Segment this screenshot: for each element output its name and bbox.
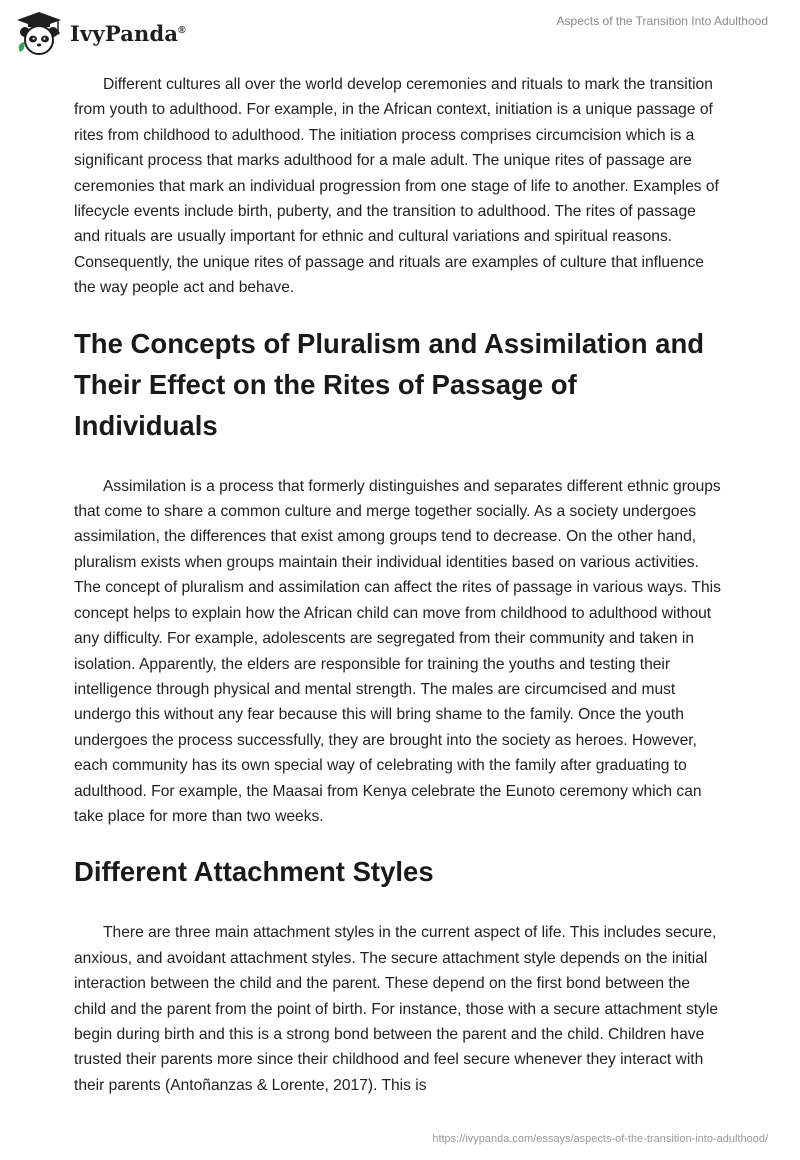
essay-content [74,72,724,1120]
panda-graduate-icon [14,8,64,58]
section-heading-pluralism: The Concepts of Pluralism and Assimilation and Their Effect on the Rites of Passage of Individuals [74,327,705,441]
intro-paragraph: Different cultures all over the world develop ceremonies and rituals to mark the transition from youth to adulthood. For example, in the African context, initiation is a unique passage of rites from childhood to adulthood. The initiation process comprises circumcision which is a significant process that marks adulthood for a male adult. The unique rites of passage are ceremonies that mark an individual progression from one stage of life to another. Examples of lifecycle events include birth, puberty, and the transition to adulthood. The rites of passage and rituals are usually important for ethnic and cultural variations and spiritual reasons. Consequently, the unique rites of passage and rituals are examples of culture that influence the way people act and behave. [74,76,719,297]
ivypanda-logo[interactable] [14,8,186,58]
document-title: Aspects of the Transition Into Adulthood [556,14,768,28]
registered-mark: ® [178,24,186,36]
brand-name: IvyPanda® [70,20,186,46]
pluralism-paragraph: Assimilation is a process that formerly distinguishes and separates different ethnic groups that come to share a common culture and merge together socially. As a society undergoes assimilation, the differences that exist among groups tend to decrease. On the other hand, pluralism exists when groups maintain their individual identities based on various activities. The concept of pluralism and assimilation can affect the rites of passage in various ways. This concept helps to explain how the African child can move from childhood to adulthood without any difficulty. For example, adolescents are segregated from their community and taken in isolation. Apparently, the elders are responsible for training the youths and testing their intelligence through physical and mental strength. The males are circumcised and must undergo this without any fear because this will bring shame to the family. Once the youth undergoes the process successfully, they are brought into the society as heroes. However, each community has its own special way of celebrating with the family after graduating to adulthood. For example, the Maasai from Kenya celebrate the Eunoto ceremony which can take place for more than two weeks. [74,477,721,825]
attachment-paragraph: There are three main attachment styles in the current aspect of life. This includes secure, anxious, and avoidant attachment styles. The secure attachment style depends on the initial interaction between the child and the parent. These depend on the first bond between the child and the parent from the point of birth. For instance, those with a secure attachment style begin during birth and this is a strong bond between the parent and the child. Children have trusted their parents more since their childhood and feel secure whenever they interact with their parents (Antoñanzas & Lorente, 2017). This is [74,924,719,1094]
section-heading-attachment: Different Attachment Styles [74,856,434,888]
page-header [0,0,800,70]
source-url[interactable]: https://ivypanda.com/essays/aspects-of-the-transition-into-adulthood/ [432,1133,768,1145]
